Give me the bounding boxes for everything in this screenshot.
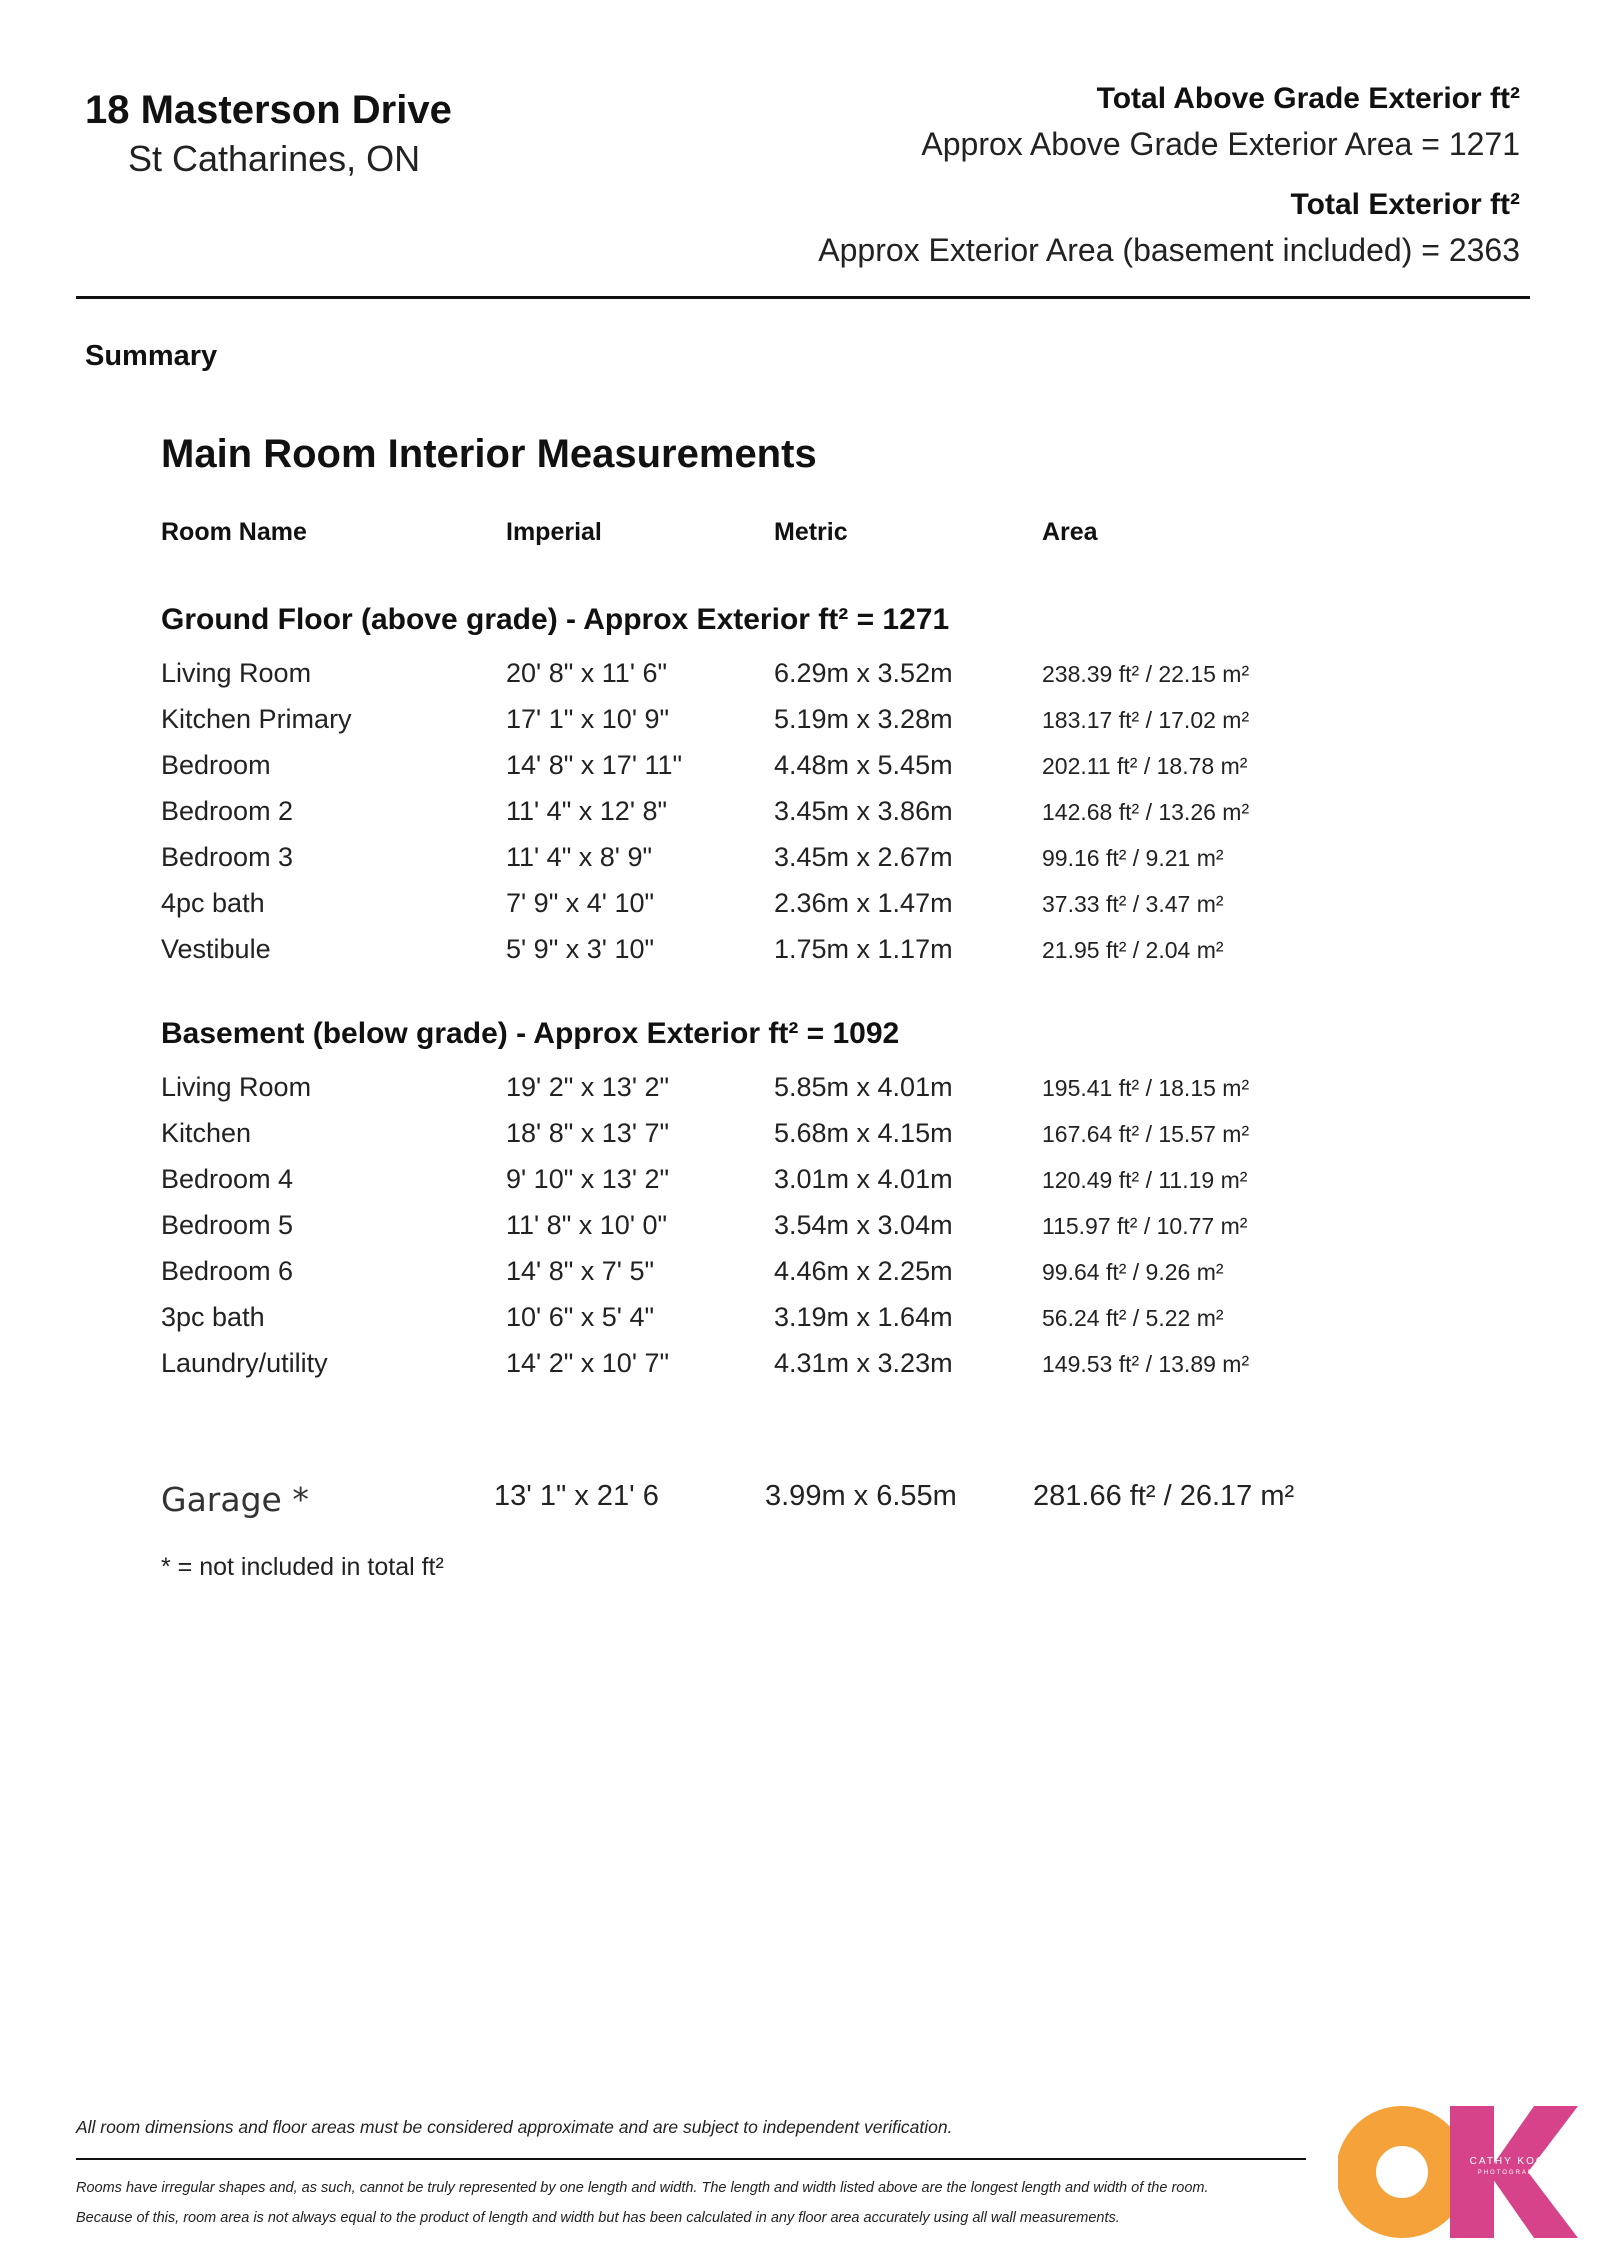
room-metric: 3.45m x 2.67m [774,842,953,872]
room-area: 142.68 ft² / 13.26 m² [1042,799,1250,825]
table-row [0,1118,1600,1164]
room-imperial: 17' 1" x 10' 9" [506,704,670,734]
room-area: 183.17 ft² / 17.02 m² [1042,707,1250,733]
room-imperial: 5' 9" x 3' 10" [506,934,655,964]
column-header-imperial: Imperial [506,518,602,546]
column-header-area: Area [1042,518,1098,546]
room-name: Bedroom 6 [161,1256,294,1286]
total-exterior-value: Approx Exterior Area (basement included) = 2363 [818,232,1520,268]
garage-note: * = not included in total ft² [161,1553,444,1581]
garage-metric: 3.99m x 6.55m [765,1480,957,1512]
table-row [0,1210,1600,1256]
room-area: 37.33 ft² / 3.47 m² [1042,891,1224,917]
room-imperial: 19' 2" x 13' 2" [506,1072,670,1102]
room-name: Kitchen Primary [161,704,352,734]
room-name: Bedroom 3 [161,842,294,872]
room-imperial: 9' 10" x 13' 2" [506,1164,670,1194]
cathy-koop-logo [1338,2104,1578,2240]
column-header-metric: Metric [774,518,848,546]
room-metric: 3.54m x 3.04m [774,1210,953,1240]
room-metric: 5.85m x 4.01m [774,1072,953,1102]
room-area: 195.41 ft² / 18.15 m² [1042,1075,1250,1101]
logo-mark [1338,2104,1578,2240]
column-header-room: Room Name [161,518,307,546]
disclaimer-irregular-shapes: Rooms have irregular shapes and, as such, cannot be truly represented by one length and width. The length and width listed above are the longest length and width of the room. [76,2180,1209,2196]
garage-area: 281.66 ft² / 26.17 m² [1033,1480,1295,1512]
room-name: Kitchen [161,1118,252,1148]
room-imperial: 11' 4" x 8' 9" [506,842,653,872]
table-row [0,842,1600,888]
table-row [0,1072,1600,1118]
room-imperial: 11' 8" x 10' 0" [506,1210,668,1240]
room-area: 56.24 ft² / 5.22 m² [1042,1305,1224,1331]
room-metric: 5.19m x 3.28m [774,704,953,734]
room-imperial: 14' 2" x 10' 7" [506,1348,670,1378]
room-imperial: 7' 9" x 4' 10" [506,888,655,918]
garage-imperial: 13' 1" x 21' 6 [494,1480,659,1512]
table-row [0,1164,1600,1210]
room-metric: 3.01m x 4.01m [774,1164,953,1194]
room-metric: 5.68m x 4.15m [774,1118,953,1148]
logo-text-name: CATHY KOOP [1469,2156,1555,2167]
room-metric: 4.48m x 5.45m [774,750,953,780]
garage-row [0,1480,1600,1524]
room-imperial: 11' 4" x 12' 8" [506,796,668,826]
table-row [0,1302,1600,1348]
table-row [0,1348,1600,1394]
above-grade-value: Approx Above Grade Exterior Area = 1271 [921,126,1520,162]
table-row [0,888,1600,934]
room-area: 115.97 ft² / 10.77 m² [1042,1213,1248,1239]
room-name: Living Room [161,658,312,688]
room-area: 120.49 ft² / 11.19 m² [1042,1167,1248,1193]
room-area: 167.64 ft² / 15.57 m² [1042,1121,1250,1147]
room-name: Bedroom [161,750,271,780]
property-city: St Catharines, ON [128,138,421,179]
table-row [0,750,1600,796]
room-area: 99.16 ft² / 9.21 m² [1042,845,1224,871]
table-row [0,658,1600,704]
main-title: Main Room Interior Measurements [161,432,817,476]
table-row [0,796,1600,842]
room-name: Laundry/utility [161,1348,328,1378]
ground-floor-title: Ground Floor (above grade) - Approx Exterior ft² = 1271 [161,603,950,636]
garage-name: Garage * [161,1480,309,1519]
room-imperial: 10' 6" x 5' 4" [506,1302,655,1332]
room-name: 3pc bath [161,1302,265,1332]
room-area: 21.95 ft² / 2.04 m² [1042,937,1224,963]
room-area: 99.64 ft² / 9.26 m² [1042,1259,1224,1285]
table-row [0,934,1600,980]
room-imperial: 14' 8" x 17' 11" [506,750,683,780]
logo-letter-o [1356,2126,1448,2218]
room-area: 238.39 ft² / 22.15 m² [1042,661,1250,687]
room-imperial: 14' 8" x 7' 5" [506,1256,655,1286]
table-row [0,1256,1600,1302]
property-address: 18 Masterson Drive [85,88,452,132]
room-area: 149.53 ft² / 13.89 m² [1042,1351,1250,1377]
room-name: Bedroom 5 [161,1210,294,1240]
summary-label: Summary [85,340,218,372]
logo-text-photography: PHOTOGRAPHY [1477,2170,1547,2176]
room-metric: 3.45m x 3.86m [774,796,953,826]
room-metric: 4.46m x 2.25m [774,1256,953,1286]
room-imperial: 18' 8" x 13' 7" [506,1118,670,1148]
room-metric: 4.31m x 3.23m [774,1348,953,1378]
disclaimer-area-calculation: Because of this, room area is not always equal to the product of length and width but has been calculated in any floor area accurately using all wall measurements. [76,2210,1120,2226]
room-name: Living Room [161,1072,312,1102]
room-name: Bedroom 4 [161,1164,294,1194]
table-row [0,704,1600,750]
room-metric: 1.75m x 1.17m [774,934,953,964]
basement-title: Basement (below grade) - Approx Exterior ft² = 1092 [161,1017,900,1050]
room-area: 202.11 ft² / 18.78 m² [1042,753,1248,779]
header-divider [76,296,1530,299]
room-name: Vestibule [161,934,271,964]
total-exterior-heading: Total Exterior ft² [1290,188,1520,221]
disclaimer-approximate: All room dimensions and floor areas must be considered approximate and are subject to independent verification. [76,2117,953,2137]
footer-divider [76,2158,1306,2160]
room-name: Bedroom 2 [161,796,294,826]
room-name: 4pc bath [161,888,265,918]
room-metric: 6.29m x 3.52m [774,658,953,688]
room-metric: 2.36m x 1.47m [774,888,953,918]
room-imperial: 20' 8" x 11' 6" [506,658,668,688]
above-grade-heading: Total Above Grade Exterior ft² [1096,82,1520,115]
room-metric: 3.19m x 1.64m [774,1302,953,1332]
